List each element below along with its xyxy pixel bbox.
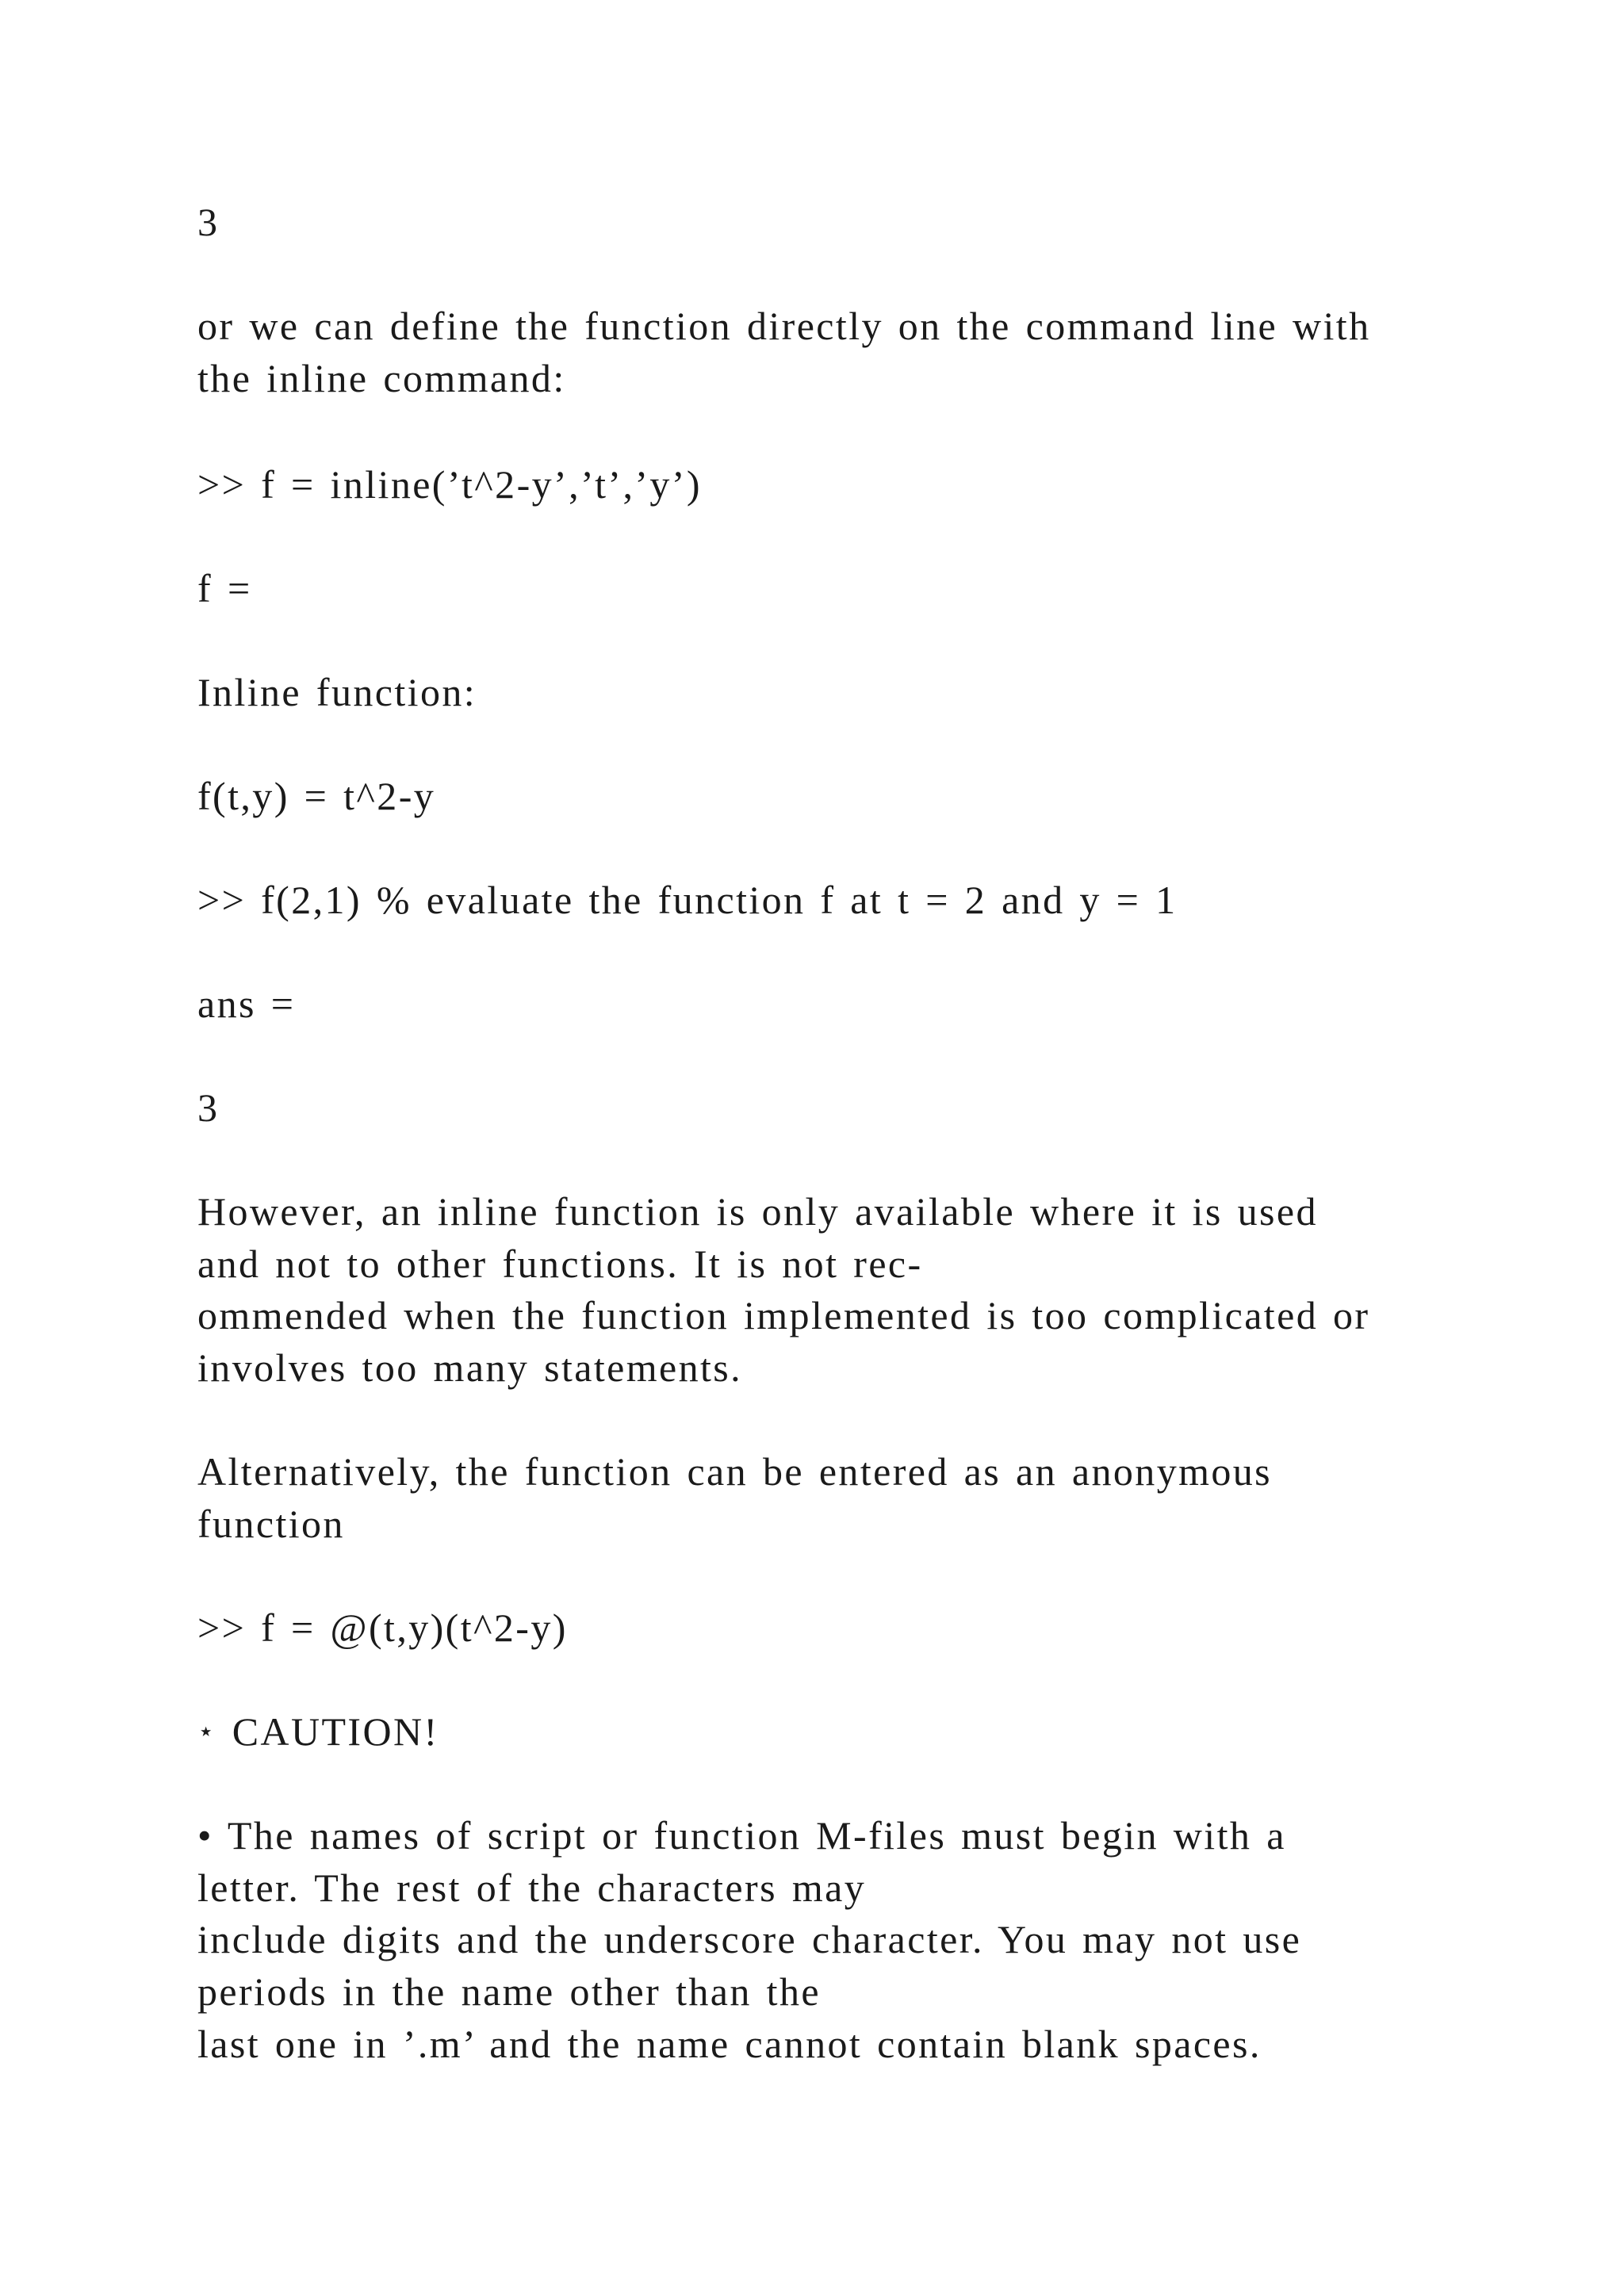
paragraph-line: function [197, 1502, 345, 1546]
bullet-line: include digits and the underscore character. You may not use [197, 1917, 1302, 1961]
code-line-inline: >> f = inline(’t^2-y’,’t’,’y’) [197, 462, 702, 507]
bullet-line: periods in the name other than the [197, 1969, 821, 2014]
paragraph-line: Alternatively, the function can be entered as an anonymous [197, 1449, 1273, 1494]
bullet-line: letter. The rest of the characters may [197, 1866, 867, 1910]
star-icon: ⋆ [197, 1717, 216, 1747]
output-label-f: f = [197, 566, 252, 610]
code-line-anonymous: >> f = @(t,y)(t^2-y) [197, 1605, 568, 1650]
code-line-evaluate: >> f(2,1) % evaluate the function f at t = 2 and y = 1 [197, 878, 1178, 922]
paragraph-line: ommended when the function implemented is too complicated or [197, 1293, 1370, 1337]
paragraph-line: involves too many statements. [197, 1345, 743, 1390]
paragraph-line: and not to other functions. It is not rec- [197, 1242, 923, 1286]
paragraph-line: the inline command: [197, 356, 566, 400]
ans-value: 3 [197, 1085, 220, 1130]
page-number: 3 [197, 200, 220, 244]
bullet-line: • The names of script or function M-files must begin with a [197, 1813, 1286, 1858]
paragraph-line: or we can define the function directly on the command line with [197, 304, 1371, 348]
bullet-line: last one in ’.m’ and the name cannot contain blank spaces. [197, 2022, 1262, 2066]
caution-label: CAUTION! [232, 1709, 439, 1754]
paragraph-line: However, an inline function is only available where it is used [197, 1189, 1318, 1234]
inline-function-label: Inline function: [197, 670, 477, 714]
inline-function-definition: f(t,y) = t^2-y [197, 774, 436, 818]
ans-label: ans = [197, 982, 296, 1026]
caution-heading [197, 1705, 439, 1758]
